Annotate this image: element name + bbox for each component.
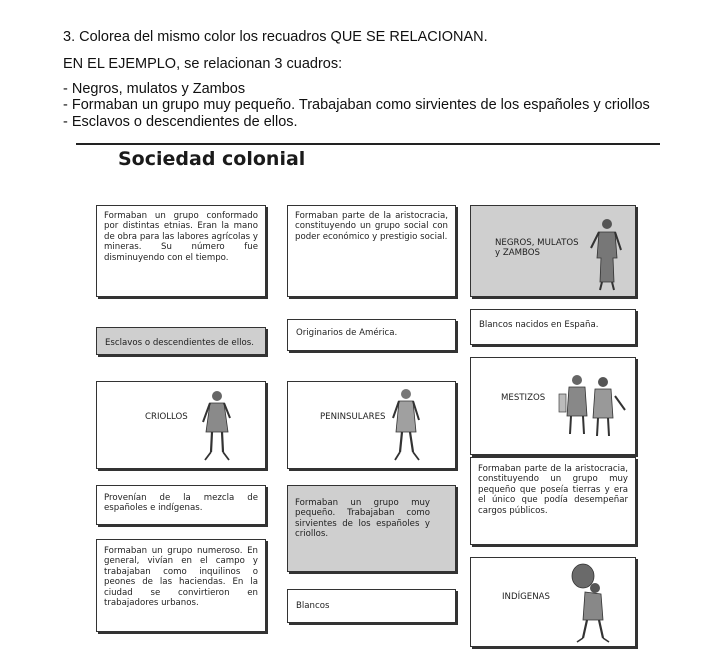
card-mestizos[interactable] <box>470 357 636 455</box>
card-grupo-numeroso[interactable] <box>96 539 266 632</box>
card-text: Formaban un grupo conformado por distintas etnias. Eran la mano de obra para las labores agrícolas y mineras. Su número fue disminuyendo con el tiempo. <box>104 211 258 263</box>
card-text: MESTIZOS <box>501 393 546 403</box>
example-item-2: - Formaban un grupo muy pequeño. Trabajaban como sirvientes de los españoles y criollos <box>63 97 650 113</box>
card-text: Blancos nacidos en España. <box>479 320 599 330</box>
card-text: PENINSULARES <box>320 412 386 422</box>
card-text: Formaban parte de la aristocracia, constituyendo un grupo muy pequeño que poseía tierras y era el único que podía desempeñar cargos públicos. <box>478 464 628 516</box>
card-aristocracia-tierras[interactable] <box>470 457 636 545</box>
card-text: Esclavos o descendientes de ellos. <box>105 338 254 348</box>
card-text: Blancos <box>296 601 330 611</box>
card-provenian[interactable] <box>96 485 266 525</box>
divider <box>76 143 660 145</box>
card-text: Originarios de América. <box>296 328 398 338</box>
card-text: Formaban un grupo numeroso. En general, vivían en el campo y trabajaban como inquilinos o peones de las haciendas. En la ciudad se convirtieron en trabajadores urbanos. <box>104 546 258 609</box>
card-originarios[interactable] <box>287 319 456 351</box>
card-text: Provenían de la mezcla de españoles e indígenas. <box>104 493 258 514</box>
card-grupo-conformado[interactable] <box>96 205 266 297</box>
indigenous-carrier-icon <box>565 562 613 644</box>
card-text: INDÍGENAS <box>502 592 550 602</box>
standing-figure-icon <box>587 214 627 292</box>
example-item-3: - Esclavos o descendientes de ellos. <box>63 114 298 130</box>
card-blancos-espana[interactable] <box>470 309 636 345</box>
card-text: Formaban parte de la aristocracia, constituyendo un grupo social con poder económico y prestigio social. <box>295 211 448 242</box>
card-blancos[interactable] <box>287 589 456 623</box>
card-esclavos[interactable] <box>96 327 266 355</box>
card-grupo-pequeno[interactable] <box>287 485 456 572</box>
question-text: 3. Colorea del mismo color los recuadros QUE SE RELACIONAN. <box>63 29 488 45</box>
example-item-1: - Negros, mulatos y Zambos <box>63 81 246 97</box>
card-criollos[interactable] <box>96 381 266 469</box>
card-text: Formaban un grupo muy pequeño. Trabajaban como sirvientes de los españoles y criollos. <box>295 498 430 540</box>
card-negros-mulatos-zambos[interactable] <box>470 205 636 297</box>
card-aristocracia-poder[interactable] <box>287 205 456 297</box>
colonial-gentleman-icon <box>197 388 237 466</box>
card-text: CRIOLLOS <box>145 412 188 422</box>
example-intro: EN EL EJEMPLO, se relacionan 3 cuadros: <box>63 56 343 72</box>
card-peninsulares[interactable] <box>287 381 456 469</box>
worksheet-title: Sociedad colonial <box>118 148 306 170</box>
card-text: NEGROS, MULATOS y ZAMBOS <box>495 238 579 259</box>
card-indigenas[interactable] <box>470 557 636 647</box>
colonial-gentleman-icon <box>386 386 426 466</box>
mestizo-group-icon <box>557 370 629 440</box>
